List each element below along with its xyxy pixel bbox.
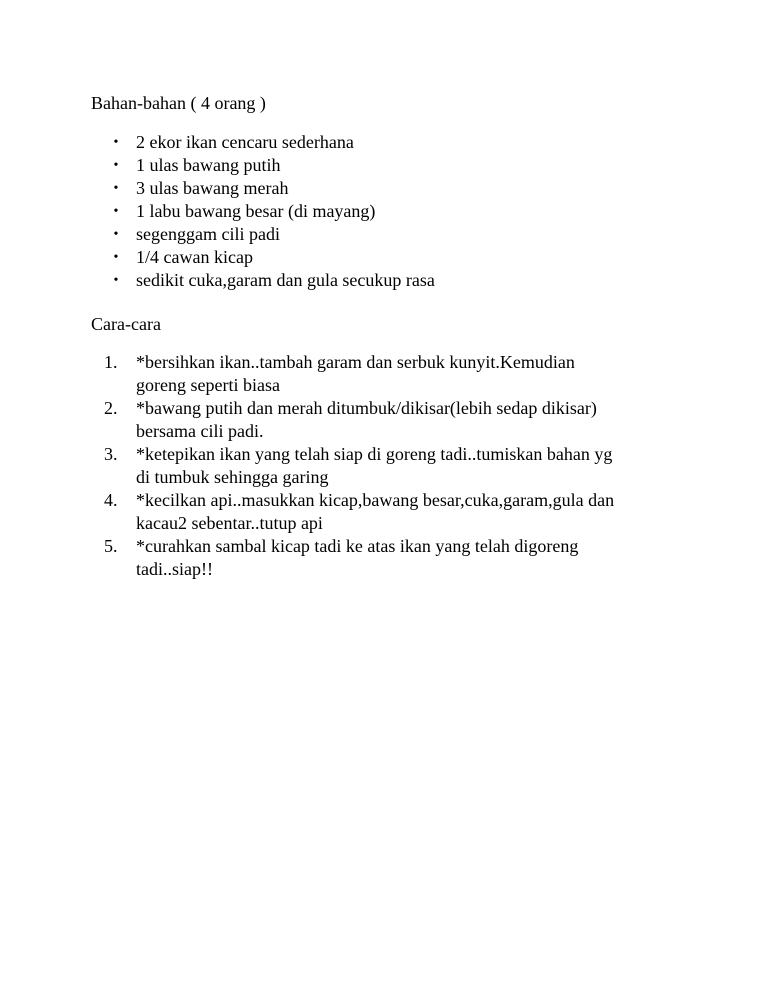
step-text-continued: kacau2 sebentar..tutup api xyxy=(136,513,323,533)
bullet-icon: • xyxy=(113,158,119,173)
ingredient-text: 1/4 cawan kicap xyxy=(136,247,253,267)
ingredient-text: segenggam cili padi xyxy=(136,224,280,244)
step-item xyxy=(0,397,700,443)
step-item xyxy=(0,351,700,397)
method-heading: Cara-cara xyxy=(91,314,161,334)
step-text: *curahkan sambal kicap tadi ke atas ikan yang telah digoreng xyxy=(136,536,579,556)
bullet-icon: • xyxy=(113,250,119,265)
step-item xyxy=(0,489,700,535)
bullet-icon: • xyxy=(113,181,119,196)
bullet-icon: • xyxy=(113,135,119,150)
bullet-icon: • xyxy=(113,273,119,288)
ingredient-text: 3 ulas bawang merah xyxy=(136,178,289,198)
steps-list xyxy=(0,351,700,581)
step-number: 5. xyxy=(104,536,118,556)
step-text-continued: tadi..siap!! xyxy=(136,559,213,579)
step-text-continued: di tumbuk sehingga garing xyxy=(136,467,329,487)
step-text: *ketepikan ikan yang telah siap di goreng tadi..tumiskan bahan yg xyxy=(136,444,613,464)
ingredient-text: 2 ekor ikan cencaru sederhana xyxy=(136,132,354,152)
step-number: 1. xyxy=(104,352,118,372)
step-text: *kecilkan api..masukkan kicap,bawang besar,cuka,garam,gula dan xyxy=(136,490,615,510)
step-number: 2. xyxy=(104,398,118,418)
step-number: 4. xyxy=(104,490,118,510)
step-text-continued: bersama cili padi. xyxy=(136,421,264,441)
bullet-icon: • xyxy=(113,204,119,219)
step-item xyxy=(0,535,700,581)
ingredients-heading: Bahan-bahan ( 4 orang ) xyxy=(91,93,266,113)
step-text-continued: goreng seperti biasa xyxy=(136,375,280,395)
step-number: 3. xyxy=(104,444,118,464)
ingredient-text: 1 ulas bawang putih xyxy=(136,155,281,175)
ingredient-text: sedikit cuka,garam dan gula secukup rasa xyxy=(136,270,435,290)
bullet-icon: • xyxy=(113,227,119,242)
step-text: *bersihkan ikan..tambah garam dan serbuk kunyit.Kemudian xyxy=(136,352,575,372)
ingredient-text: 1 labu bawang besar (di mayang) xyxy=(136,201,376,221)
step-text: *bawang putih dan merah ditumbuk/dikisar(lebih sedap dikisar) xyxy=(136,398,597,418)
step-item xyxy=(0,443,700,489)
